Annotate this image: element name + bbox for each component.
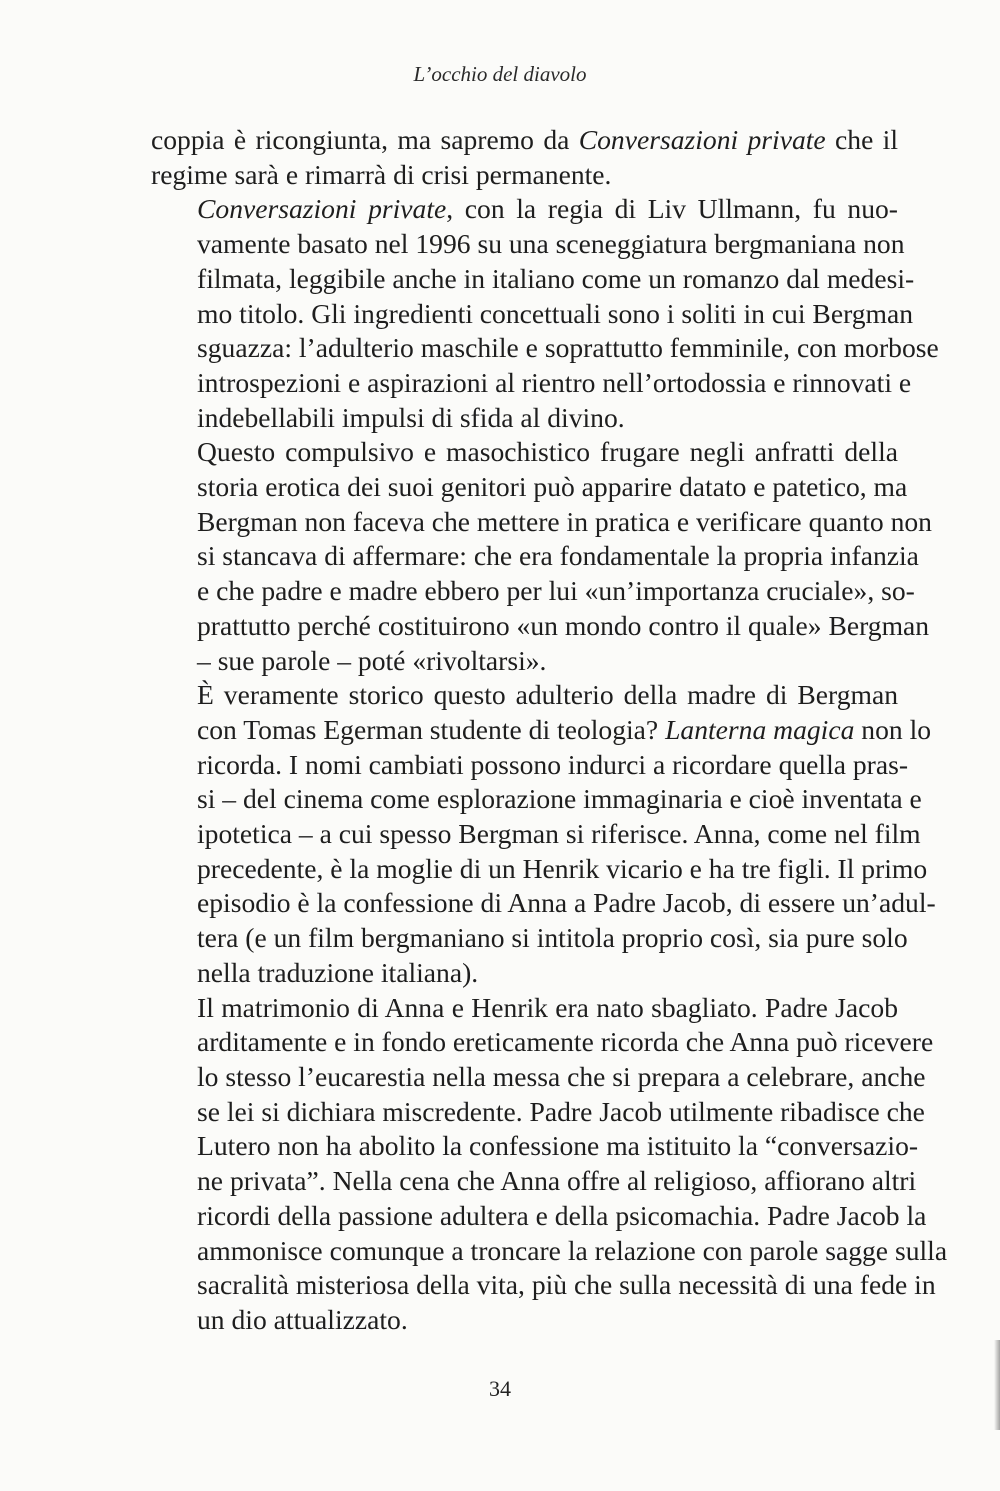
text-line	[151, 1164, 917, 1199]
text-line	[151, 401, 898, 436]
text-run: prattutto perché costituirono «un mondo contro il quale» Bergman	[197, 609, 930, 641]
text-line	[151, 991, 898, 1026]
text-run: mo titolo. Gli ingredienti concettuali sono i soliti in cui Bergman	[197, 297, 914, 329]
text-line	[151, 505, 932, 540]
text-run: indebellabili impulsi di sfida al divino.	[197, 401, 625, 433]
text-line	[151, 331, 939, 366]
text-run: Questo compulsivo e masochistico frugare negli anfratti della	[197, 436, 898, 468]
text-run: Il matrimonio di Anna e Henrik era nato sbagliato. Padre Jacob	[197, 991, 898, 1023]
italic-title: Lanterna magica	[665, 713, 855, 745]
text-line	[151, 574, 915, 609]
text-run: ipotetica – a cui spesso Bergman si riferisce. Anna, come nel film	[197, 818, 921, 850]
text-line	[151, 539, 919, 574]
text-line	[151, 123, 898, 158]
text-line	[151, 817, 921, 852]
text-run: arditamente e in fondo ereticamente ricorda che Anna può ricevere	[197, 1026, 934, 1058]
text-line	[151, 1095, 925, 1130]
text-line	[151, 470, 908, 505]
text-run: vamente basato nel 1996 su una sceneggiatura bergmaniana non	[197, 228, 905, 260]
text-line	[151, 748, 909, 783]
text-run: e che padre e madre ebbero per lui «un’importanza cruciale», so-	[197, 575, 915, 607]
text-run: regime sarà e rimarrà di crisi permanente.	[151, 158, 612, 190]
text-run: storia erotica dei suoi genitori può apparire datato e patetico, ma	[197, 471, 908, 503]
text-run: ne privata”. Nella cena che Anna offre al religioso, affiorano altri	[197, 1165, 917, 1197]
text-line	[151, 956, 898, 991]
body-text	[151, 123, 948, 1338]
text-line	[151, 192, 898, 227]
text-run: si – del cinema come esplorazione immaginaria e cioè inventata e	[197, 783, 922, 815]
text-run: un dio attualizzato.	[197, 1303, 408, 1335]
text-run: sacralità misteriosa della vita, più che sulla necessità di una fede in	[197, 1269, 936, 1301]
text-run: , con la regia di Liv Ullmann, fu nuo-	[446, 193, 898, 225]
text-run: Lutero non ha abolito la confessione ma istituito la “conversazio-	[197, 1130, 919, 1162]
text-line	[151, 678, 898, 713]
text-line	[151, 366, 912, 401]
paragraph	[151, 435, 932, 678]
text-line	[151, 644, 898, 679]
text-line	[151, 1268, 936, 1303]
text-line	[151, 609, 930, 644]
paragraph	[151, 192, 939, 435]
text-run: con Tomas Egerman studente di teologia?	[197, 713, 666, 745]
text-run: ricordi della passione adultera e della psicomachia. Padre Jacob la	[197, 1199, 927, 1231]
text-run: – sue parole – poté «rivoltarsi».	[197, 644, 547, 676]
italic-title: Conversazioni private	[578, 124, 826, 155]
text-line	[151, 713, 932, 748]
text-line	[151, 921, 908, 956]
text-line	[151, 852, 928, 887]
page-number: 34	[489, 1376, 511, 1401]
text-line	[151, 227, 905, 262]
italic-title: Conversazioni private	[197, 193, 447, 225]
text-run: si stancava di affermare: che era fondamentale la propria infanzia	[197, 540, 919, 572]
text-run: È veramente storico questo adulterio della madre di Bergman	[197, 679, 898, 711]
scan-edge-shadow	[994, 1340, 1000, 1430]
running-head-title: L’occhio del diavolo	[413, 62, 587, 86]
text-run: coppia è ricongiunta, ma sapremo da	[151, 124, 579, 155]
text-run: se lei si dichiara miscredente. Padre Jacob utilmente ribadisce che	[197, 1095, 925, 1127]
text-run: precedente, è la moglie di un Henrik vicario e ha tre figli. Il primo	[197, 852, 928, 884]
text-run: tera (e un film bergmaniano si intitola proprio così, sia pure solo	[197, 922, 908, 954]
text-run: ricorda. I nomi cambiati possono indurci a ricordare quella pras-	[197, 748, 909, 780]
text-line	[151, 782, 922, 817]
text-line	[151, 1025, 934, 1060]
text-run: che il	[825, 124, 898, 155]
text-line	[151, 886, 936, 921]
text-run: introspezioni e aspirazioni al rientro nell’ortodossia e rinnovati e	[197, 366, 912, 398]
text-line	[151, 1060, 926, 1095]
text-line	[151, 262, 915, 297]
text-line	[151, 435, 898, 470]
text-run: sguazza: l’adulterio maschile e soprattutto femminile, con morbose	[197, 332, 939, 364]
text-run: non lo	[854, 713, 932, 745]
text-run: Bergman non faceva che mettere in pratica e verificare quanto non	[197, 505, 932, 537]
text-line	[151, 1303, 898, 1338]
text-run: episodio è la confessione di Anna a Padre Jacob, di essere un’adul-	[197, 887, 936, 919]
paragraph	[151, 678, 936, 990]
text-line	[151, 1234, 948, 1269]
text-run: lo stesso l’eucarestia nella messa che si prepara a celebrare, anche	[197, 1060, 926, 1092]
text-line	[151, 1129, 919, 1164]
text-run: filmata, leggibile anche in italiano come un romanzo dal medesi-	[197, 262, 915, 294]
text-line	[151, 1199, 927, 1234]
paragraph	[151, 123, 898, 192]
text-line	[151, 297, 914, 332]
text-line	[151, 158, 898, 193]
paragraph	[151, 991, 948, 1338]
text-run: nella traduzione italiana).	[197, 956, 479, 988]
text-run: ammonisce comunque a troncare la relazione con parole sagge sulla	[197, 1234, 948, 1266]
